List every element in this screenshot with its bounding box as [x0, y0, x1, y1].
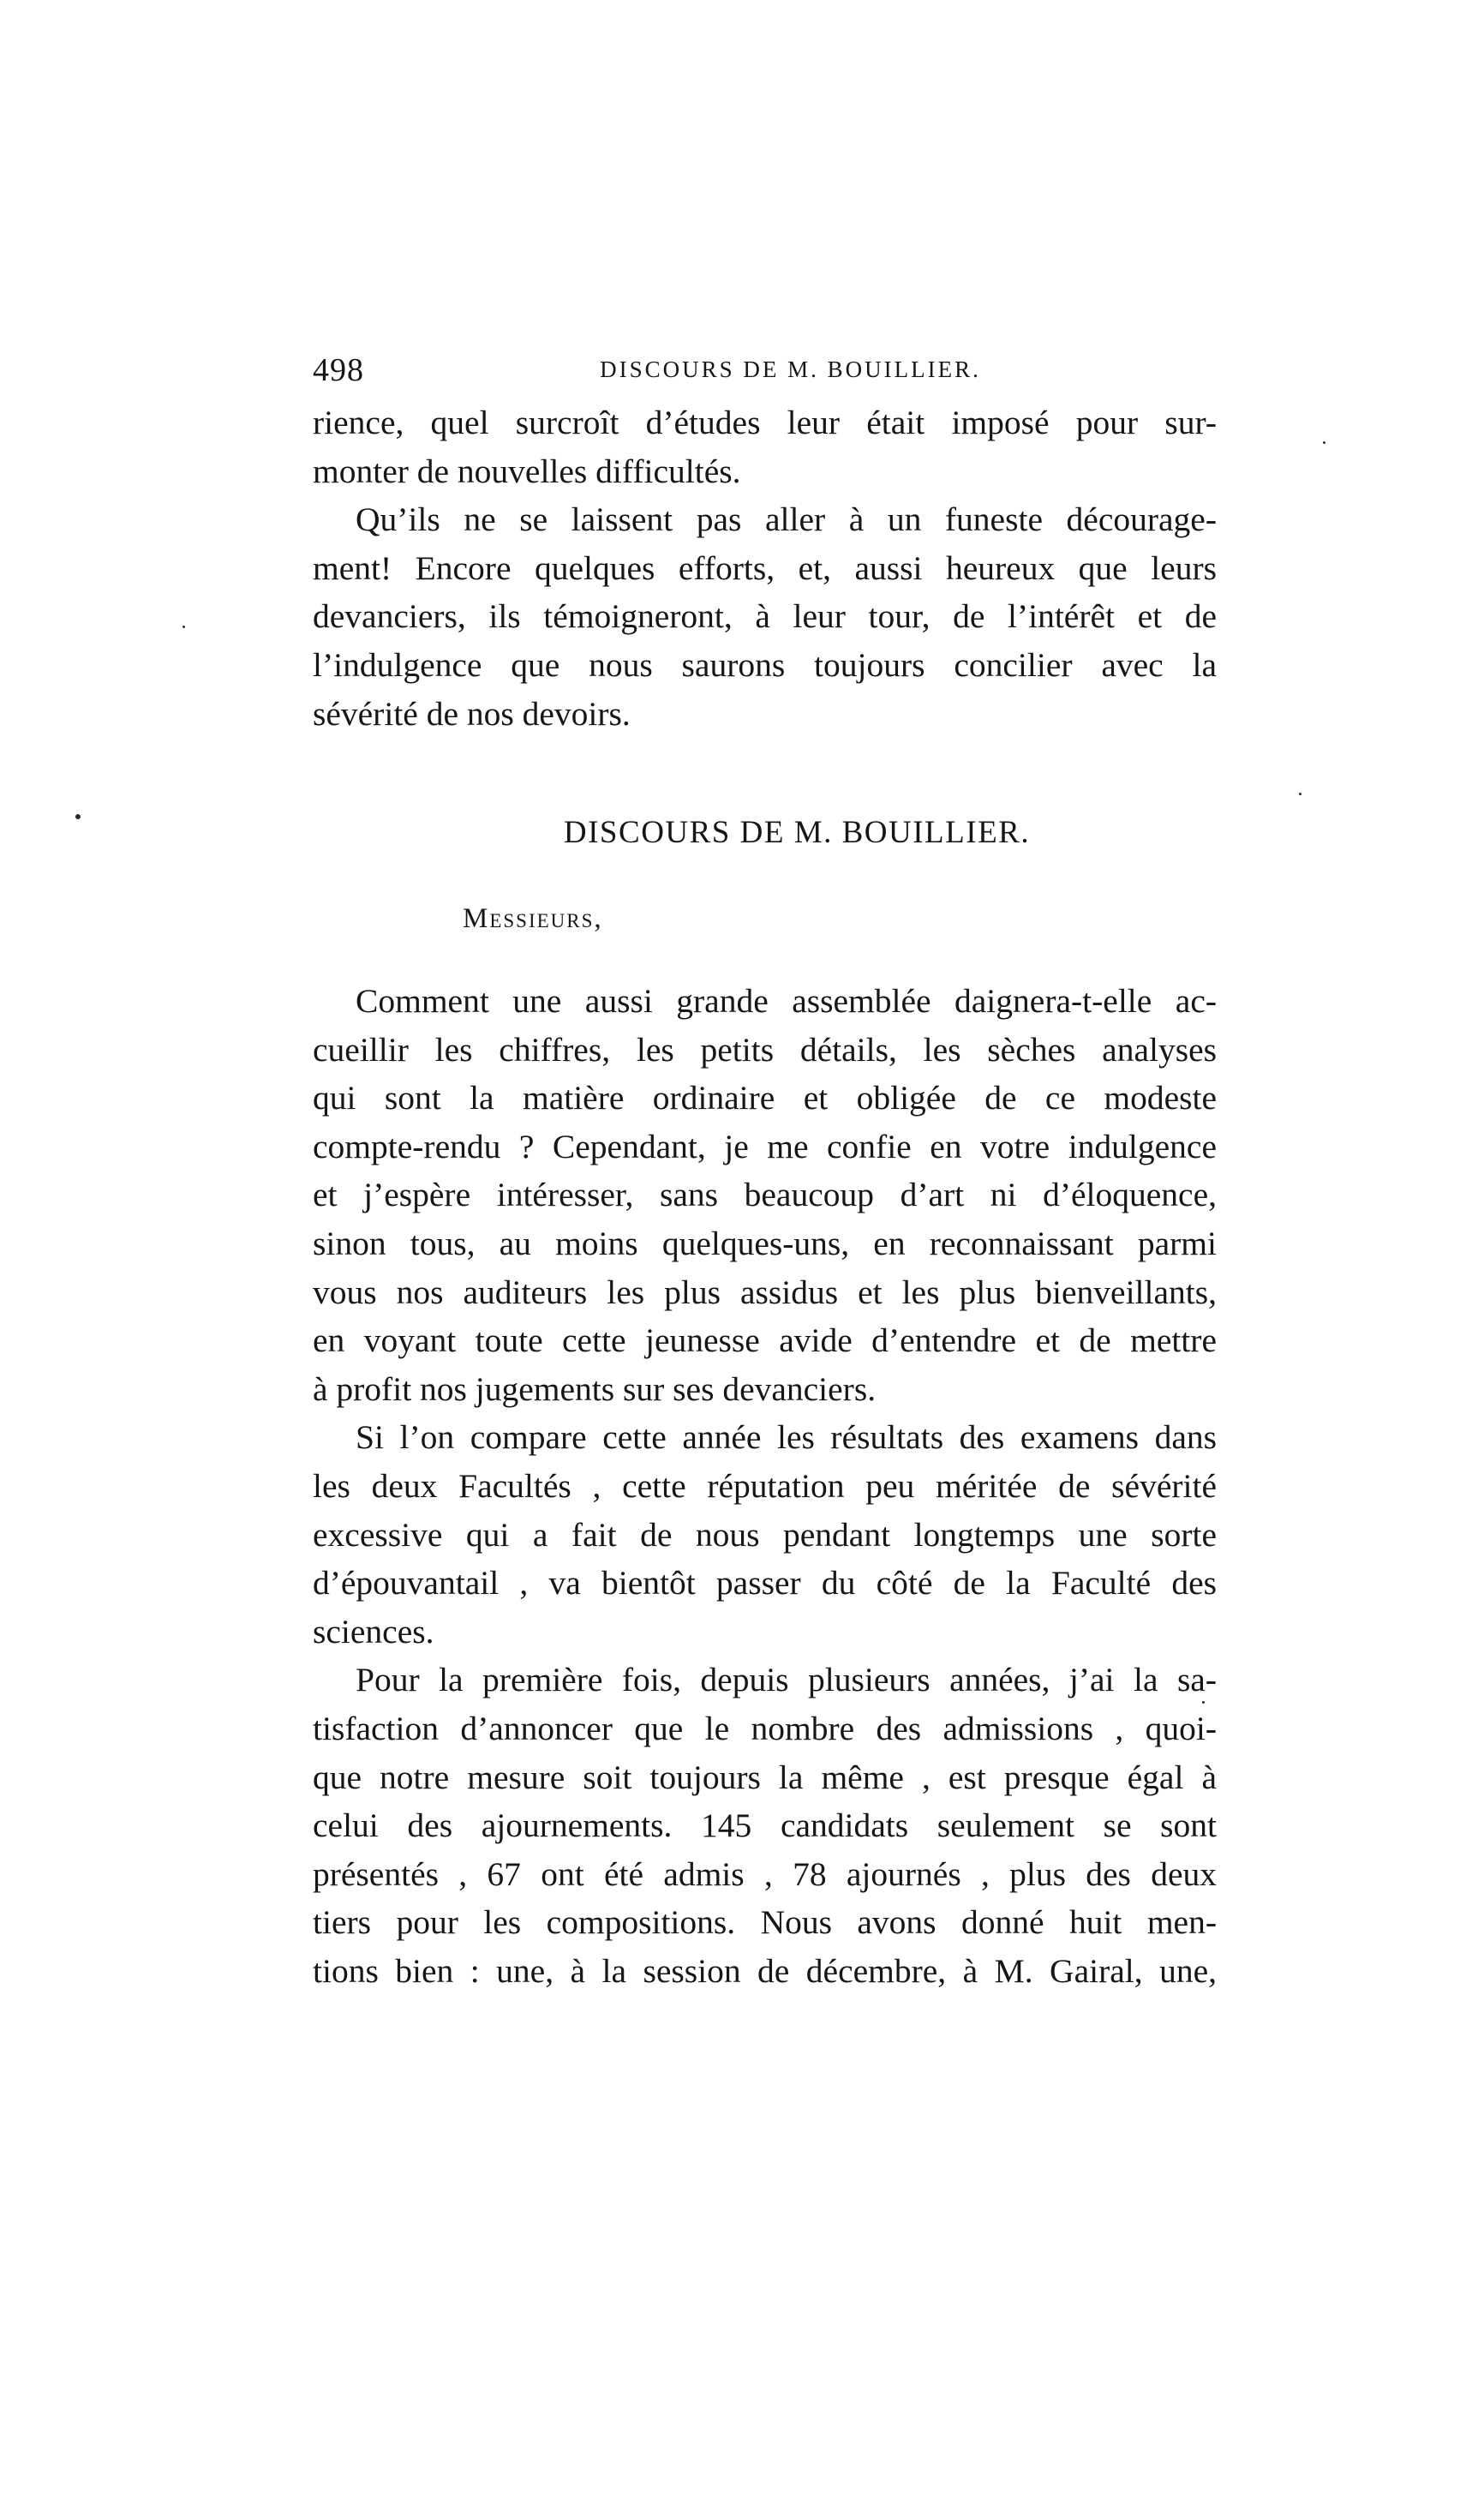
text-line: qui sont la matière ordinaire et obligée de ce modeste — [313, 1079, 1217, 1117]
page-header — [313, 351, 1217, 399]
text-line: et j’espère intéresser, sans beaucoup d’art ni d’éloquence, — [313, 1176, 1217, 1214]
text-line: les deux Facultés , cette réputation peu méritée de sévérité — [313, 1466, 1217, 1505]
paragraph — [313, 1656, 1217, 1995]
text-line: d’épouvantail , va bientôt passer du côté de la Faculté des — [313, 1564, 1217, 1602]
text-line: présentés , 67 ont été admis , 78 ajournés , plus des deux — [313, 1854, 1217, 1893]
speech-text — [313, 977, 1217, 1995]
text-line: tiers pour les compositions. Nous avons donné huit men- — [313, 1903, 1217, 1942]
text-line: excessive qui a fait de nous pendant longtemps une sorte — [313, 1515, 1217, 1554]
text-line: à profit nos jugements sur ses devanciers. — [313, 1369, 877, 1408]
text-line: ment! Encore quelques efforts, et, aussi heureux que leurs — [313, 548, 1217, 587]
paragraph — [313, 495, 1217, 738]
text-line: vous nos auditeurs les plus assidus et les plus bienveillants, — [313, 1273, 1217, 1311]
paper-speck — [1299, 793, 1301, 795]
text-line: Qu’ils ne se laissent pas aller à un funeste découragе- — [356, 500, 1217, 539]
paper-speck — [1323, 441, 1325, 444]
text-line: sinon tous, au moins quelques-uns, en reconnaissant parmi — [313, 1224, 1217, 1262]
salutation: Messieurs, — [463, 903, 603, 934]
text-line: rience, quel surcroît d’études leur était imposé pour sur- — [313, 404, 1217, 441]
paragraph — [313, 1413, 1217, 1656]
paper-speck — [1202, 1701, 1205, 1704]
continuation-text — [313, 398, 1217, 738]
paper-speck — [183, 626, 185, 628]
text-line: Si l’on compare cette année les résultats des examens dans — [356, 1418, 1217, 1457]
text-line: tions bien : une, à la session de décembre, à M. Gairal, une, — [313, 1951, 1217, 1990]
text-line: monter de nouvelles difficultés. — [313, 452, 741, 490]
text-line: celui des ajournements. 145 candidats seulement se sont — [313, 1806, 1217, 1845]
section-title: DISCOURS DE M. BOUILLIER. — [563, 815, 1031, 850]
text-line: devanciers, ils témoigneront, à leur tour, de l’intérêt et de — [313, 597, 1217, 636]
text-line: Pour la première fois, depuis plusieurs années, j’ai la sa- — [356, 1661, 1217, 1699]
paragraph — [313, 977, 1217, 1413]
text-line: compte-rendu ? Cependant, je me confie en votre indulgence — [313, 1127, 1217, 1165]
running-head: DISCOURS DE M. BOUILLIER. — [600, 356, 981, 382]
text-line: sciences. — [313, 1612, 434, 1650]
page-number: 498 — [313, 352, 364, 388]
text-line: cueillir les chiffres, les petits détails, les sèches analyses — [313, 1030, 1217, 1069]
text-line: sévérité de nos devoirs. — [313, 694, 631, 733]
text-line: que notre mesure soit toujours la même , est presque égal à — [313, 1758, 1217, 1796]
text-line: Comment une aussi grande assemblée daignera-t-elle ac- — [356, 982, 1217, 1020]
text-line: en voyant toute cette jeunesse avide d’entendre et de mettre — [313, 1321, 1217, 1360]
paragraph — [313, 398, 1217, 495]
text-line: tisfaction d’annoncer que le nombre des admissions , quoi- — [313, 1709, 1217, 1747]
paper-speck — [75, 814, 81, 819]
text-line: l’indulgence que nous saurons toujours concilier avec la — [313, 645, 1217, 684]
